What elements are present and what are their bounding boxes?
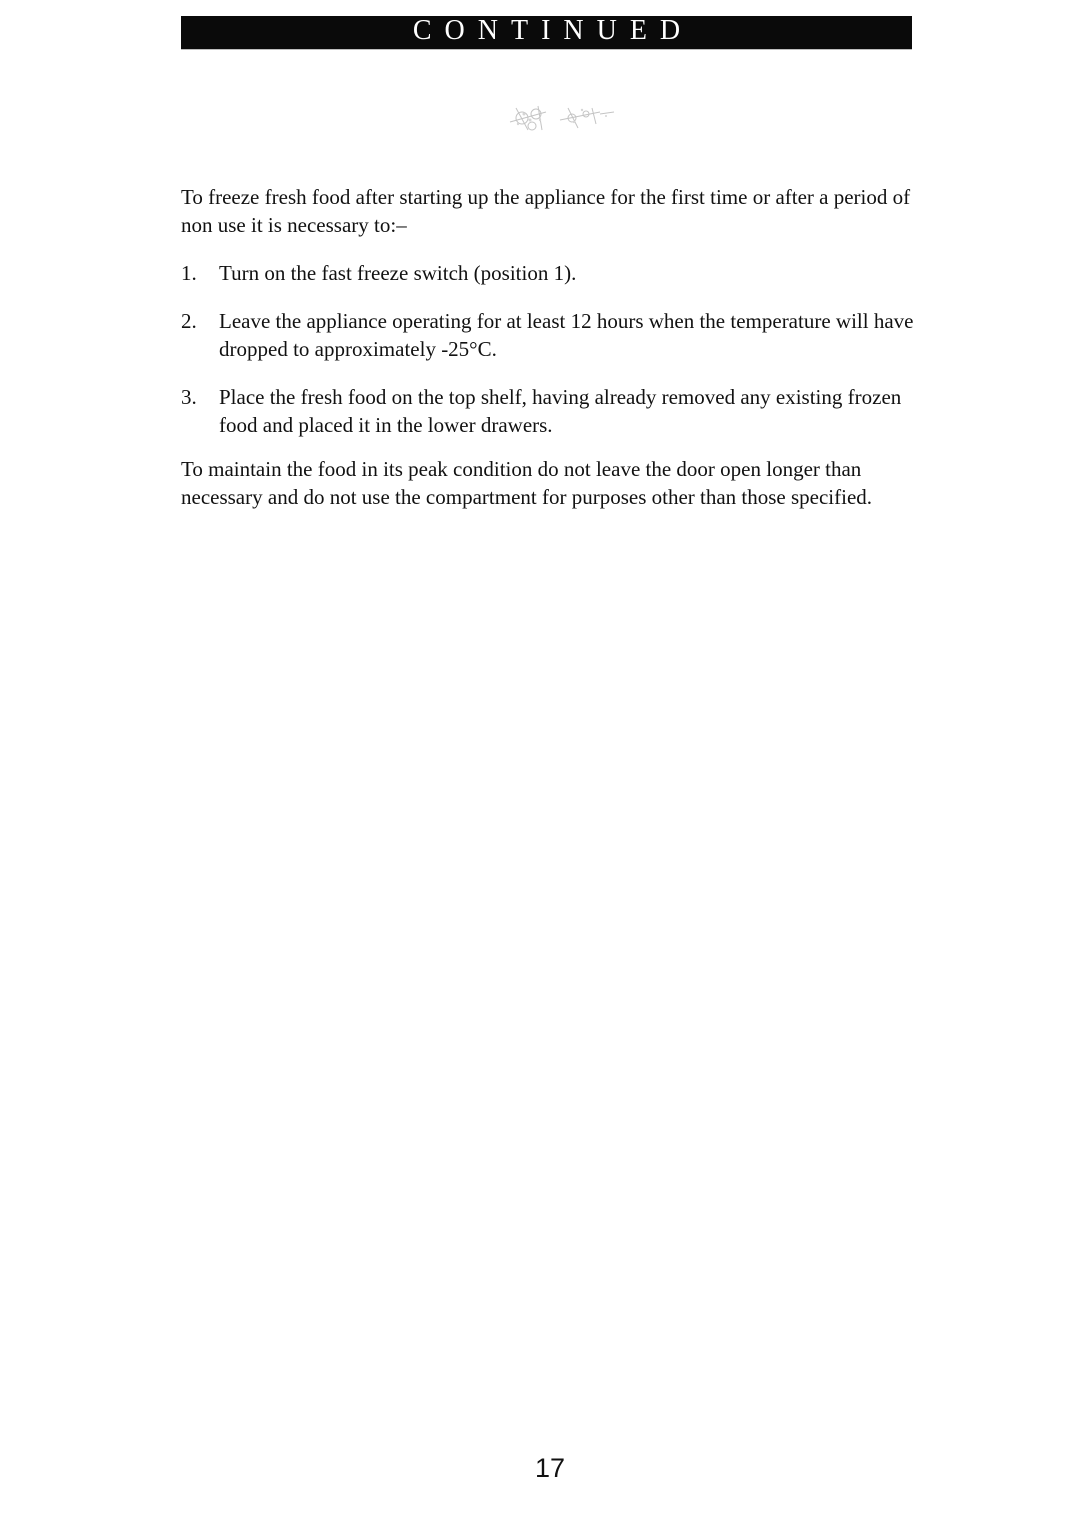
- step-text: Turn on the fast freeze switch (position 1).: [219, 261, 577, 285]
- section-header-bar: [181, 16, 912, 49]
- step-number: 3.: [181, 385, 197, 409]
- closing-paragraph: To maintain the food in its peak condition do not leave the door open longer than necessary and do not use the compartment for purposes other than those specified.: [181, 457, 873, 509]
- snowflake-ornament-icon: [502, 100, 618, 140]
- header-divider: [181, 49, 912, 50]
- page-number: 17: [534, 1453, 566, 1483]
- intro-paragraph: To freeze fresh food after starting up the appliance for the first time or after a period of non use it is necessary to:–: [181, 185, 911, 237]
- step-item-2: [181, 307, 916, 363]
- steps-list: [181, 259, 916, 439]
- step-text: Place the fresh food on the top shelf, having already removed any existing frozen food and placed it in the lower drawers.: [219, 385, 902, 437]
- step-item-1: [181, 259, 916, 287]
- step-item-3: [181, 383, 916, 439]
- instructions-body: [181, 183, 916, 511]
- step-text: Leave the appliance operating for at least 12 hours when the temperature will have dropped to approximately -25°C.: [219, 309, 914, 361]
- section-header-title: CONTINUED: [412, 14, 694, 46]
- step-number: 1.: [181, 261, 197, 285]
- step-number: 2.: [181, 309, 197, 333]
